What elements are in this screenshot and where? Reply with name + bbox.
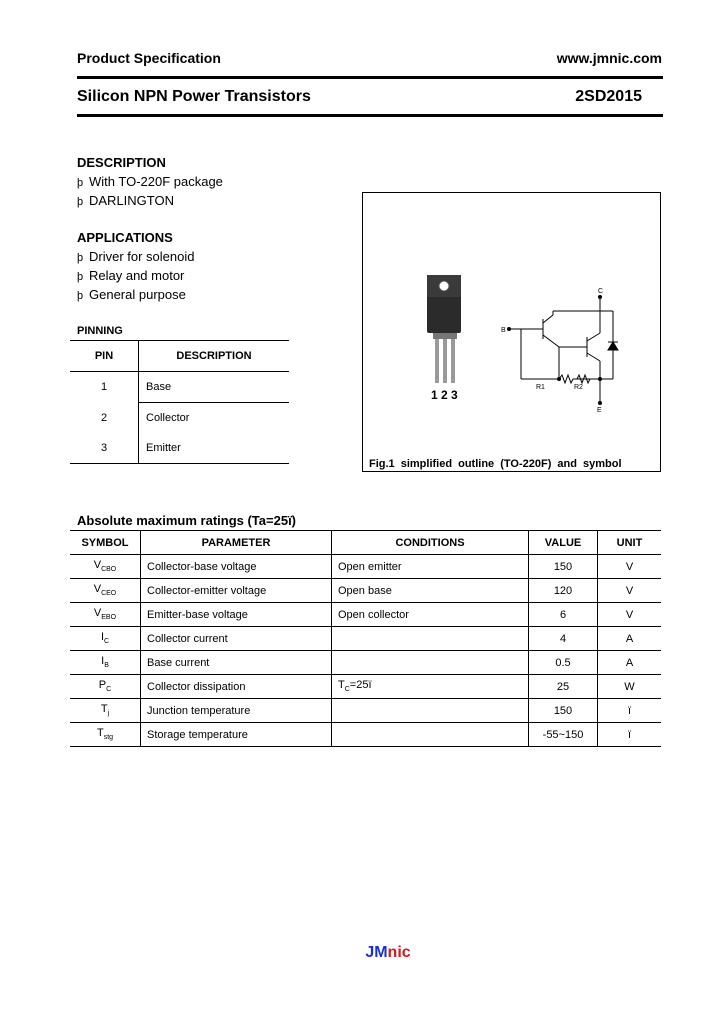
conditions-cell bbox=[332, 699, 529, 723]
package-and-symbol-drawing bbox=[363, 193, 660, 471]
symbol-header: SYMBOL bbox=[70, 531, 141, 555]
parameter-cell: Collector current bbox=[141, 627, 332, 651]
conditions-cell: Open collector bbox=[332, 603, 529, 627]
value-cell: 120 bbox=[529, 579, 598, 603]
pin-desc-header: DESCRIPTION bbox=[139, 341, 290, 372]
title-rule bbox=[77, 114, 663, 117]
symbol-cell: $P_C$ bbox=[70, 675, 141, 699]
parameter-header: PARAMETER bbox=[141, 531, 332, 555]
conditions-cell bbox=[332, 723, 529, 747]
table-row bbox=[70, 433, 289, 464]
parameter-cell: Collector-base voltage bbox=[141, 555, 332, 579]
parameter-cell: Emitter-base voltage bbox=[141, 603, 332, 627]
pin-description: Collector bbox=[146, 412, 190, 424]
value-cell: -55~150 bbox=[529, 723, 598, 747]
conditions-cell: $T_C=25ï$ bbox=[332, 675, 529, 699]
parameter-cell: Collector-emitter voltage bbox=[141, 579, 332, 603]
emitter-label: E bbox=[597, 407, 602, 414]
footer-logo: JMnic bbox=[365, 944, 411, 961]
pin-header: PIN bbox=[70, 341, 139, 372]
conditions-cell bbox=[332, 651, 529, 675]
parameter-cell: Junction temperature bbox=[141, 699, 332, 723]
symbol-cell: $V_{CBO}$ bbox=[70, 555, 141, 579]
unit-cell: V bbox=[598, 603, 662, 627]
ratings-title: Absolute maximum ratings (Ta=25ï) bbox=[77, 513, 297, 528]
unit-cell: A bbox=[598, 627, 662, 651]
darlington-symbol bbox=[509, 297, 618, 403]
symbol-cell: $T_j$ bbox=[70, 699, 141, 723]
unit-header: UNIT bbox=[598, 531, 662, 555]
application-item: þ Driver for solenoid bbox=[77, 249, 195, 264]
applications-title: APPLICATIONS bbox=[77, 230, 173, 245]
ratings-table bbox=[70, 530, 661, 747]
table-row bbox=[70, 651, 661, 675]
application-item: þ General purpose bbox=[77, 287, 186, 302]
unit-cell: ï bbox=[598, 699, 662, 723]
table-row bbox=[70, 675, 661, 699]
base-label: B bbox=[501, 327, 506, 334]
parameter-cell: Collector dissipation bbox=[141, 675, 332, 699]
table-row bbox=[70, 699, 661, 723]
unit-cell: V bbox=[598, 555, 662, 579]
pin-number: 3 bbox=[70, 433, 139, 464]
value-cell: 150 bbox=[529, 555, 598, 579]
pin-description: Base bbox=[139, 372, 290, 403]
figure-box bbox=[362, 192, 661, 472]
unit-cell: W bbox=[598, 675, 662, 699]
part-number: 2SD2015 bbox=[575, 88, 642, 105]
table-row bbox=[70, 579, 661, 603]
pin-number: 1 bbox=[70, 372, 139, 403]
pinning-table bbox=[70, 340, 289, 464]
description-title: DESCRIPTION bbox=[77, 155, 166, 170]
table-row bbox=[70, 627, 661, 651]
pin-numbers-label: 1 2 3 bbox=[431, 388, 458, 402]
header-left: Product Specification bbox=[77, 50, 221, 66]
figure-caption: Fig.1 simplified outline (TO-220F) and symbol bbox=[369, 458, 622, 470]
conditions-cell: Open base bbox=[332, 579, 529, 603]
package-outline bbox=[427, 275, 461, 383]
value-cell: 6 bbox=[529, 603, 598, 627]
conditions-cell: Open emitter bbox=[332, 555, 529, 579]
table-row bbox=[70, 723, 661, 747]
unit-cell: ï bbox=[598, 723, 662, 747]
table-row bbox=[70, 403, 289, 434]
r2-label: R2 bbox=[574, 384, 583, 391]
table-row bbox=[70, 603, 661, 627]
description-item: þ DARLINGTON bbox=[77, 193, 174, 208]
value-cell: 25 bbox=[529, 675, 598, 699]
table-row bbox=[70, 372, 289, 403]
parameter-cell: Base current bbox=[141, 651, 332, 675]
application-item: þ Relay and motor bbox=[77, 268, 185, 283]
pinning-title: PINNING bbox=[77, 325, 123, 337]
r1-label: R1 bbox=[536, 384, 545, 391]
value-cell: 150 bbox=[529, 699, 598, 723]
table-row bbox=[70, 555, 661, 579]
symbol-cell: $V_{EBO}$ bbox=[70, 603, 141, 627]
pin-description: Emitter bbox=[139, 433, 290, 464]
value-cell: 0.5 bbox=[529, 651, 598, 675]
header-rule bbox=[77, 76, 663, 79]
collector-label: C bbox=[598, 288, 604, 295]
unit-cell: A bbox=[598, 651, 662, 675]
symbol-cell: $I_C$ bbox=[70, 627, 141, 651]
symbol-cell: $I_B$ bbox=[70, 651, 141, 675]
conditions-cell bbox=[332, 627, 529, 651]
header-url[interactable]: www.jmnic.com bbox=[556, 50, 662, 66]
symbol-cell: $V_{CEO}$ bbox=[70, 579, 141, 603]
symbol-cell: $T_{stg}$ bbox=[70, 723, 141, 747]
value-header: VALUE bbox=[529, 531, 598, 555]
value-cell: 4 bbox=[529, 627, 598, 651]
conditions-header: CONDITIONS bbox=[332, 531, 529, 555]
pin-number: 2 bbox=[70, 403, 139, 434]
unit-cell: V bbox=[598, 579, 662, 603]
parameter-cell: Storage temperature bbox=[141, 723, 332, 747]
doc-title: Silicon NPN Power Transistors bbox=[77, 88, 311, 105]
description-item: þ With TO-220F package bbox=[77, 174, 223, 189]
